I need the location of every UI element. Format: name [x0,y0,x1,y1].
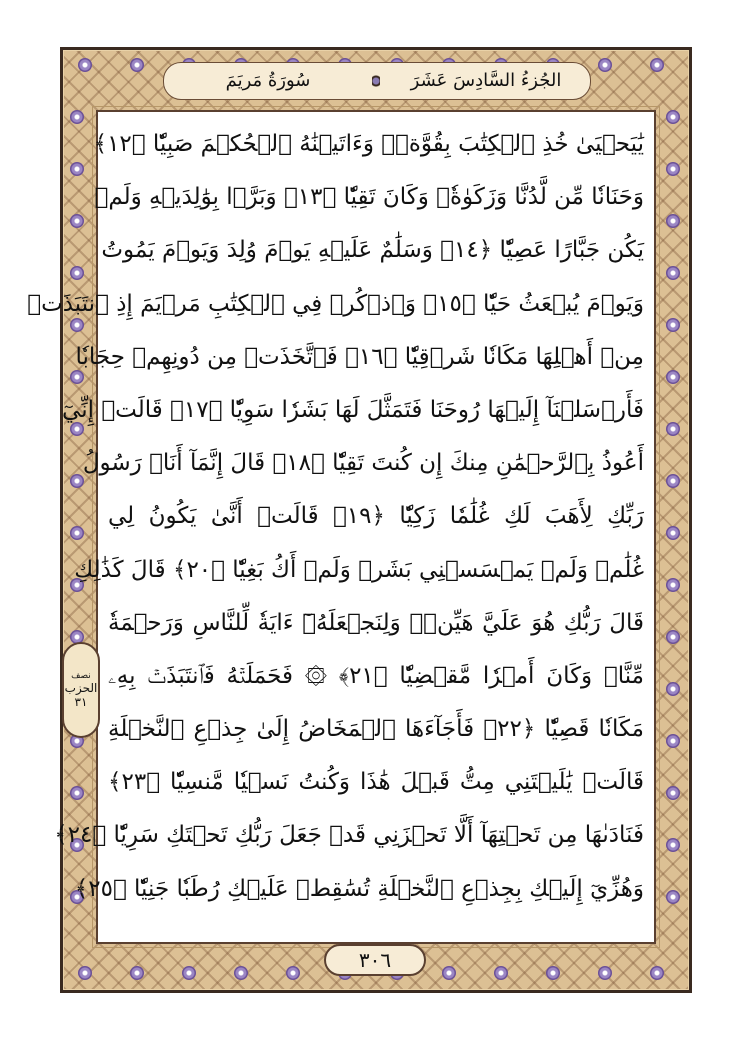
text-line: مَكَانٗا قَصِيّٗا ﴿٢٢﴾ فَأَجَآءَهَا ٱلۡمَخَاضُ إِلَىٰ جِذۡعِ ٱلنَّخۡلَةِ [108,716,644,743]
flower-ornament-icon [666,474,680,488]
flower-ornament-icon [70,526,84,540]
flower-ornament-icon [666,214,680,228]
flower-ornament-icon [494,966,508,980]
flower-ornament-icon [234,966,248,980]
header-divider-ornament [372,66,380,96]
hizb-label: الحزب [64,681,98,695]
hizb-half-label: نصف [71,671,91,681]
text-line: مِّنَّاۚ وَكَانَ أَمۡرٗا مَّقۡضِيّٗا ﴿٢١﴾ ۞ فَحَمَلَتۡهُ فَٱنتَبَذَتۡ بِهِۦ [108,662,644,689]
flower-ornament-icon [666,682,680,696]
flower-ornament-icon [70,786,84,800]
text-line: أَعُوذُ بِٱلرَّحۡمَٰنِ مِنكَ إِن كُنتَ تَقِيّٗا ﴿١٨﴾ قَالَ إِنَّمَآ أَنَا۠ رَسُولُ [82,450,644,477]
text-line: غُلَٰمٞ وَلَمۡ يَمۡسَسۡنِي بَشَرٞ وَلَمۡ أَكُ بَغِيّٗا ﴿٢٠﴾ قَالَ كَذَٰلِكِ [74,556,644,583]
flower-ornament-icon [650,58,664,72]
flower-ornament-icon [666,110,680,124]
flower-ornament-icon [70,214,84,228]
flower-ornament-icon [666,838,680,852]
text-line: وَهُزِّيٓ إِلَيۡكِ بِجِذۡعِ ٱلنَّخۡلَةِ تُسَٰقِطۡ عَلَيۡكِ رُطَبٗا جَنِيّٗا ﴿٢٥﴾ [74,875,644,902]
flower-ornament-icon [666,266,680,280]
text-line: قَالَ رَبُّكِ هُوَ عَلَيَّ هَيِّنٞۖ وَلِنَجۡعَلَهُۥٓ ءَايَةٗ لِّلنَّاسِ وَرَحۡمَةٗ [108,609,644,636]
flower-ornament-icon [666,370,680,384]
flower-ornament-icon [666,318,680,332]
flower-ornament-icon [598,58,612,72]
hizb-marker [62,642,100,738]
flower-ornament-icon [666,526,680,540]
text-line: رَبِّكِ لِأَهَبَ لَكِ غُلَٰمٗا زَكِيّٗا ﴿١٩﴾ قَالَتۡ أَنَّىٰ يَكُونُ لِي [108,503,644,530]
flower-ornament-icon [666,162,680,176]
flower-ornament-icon [666,890,680,904]
text-line: قَالَتۡ يَٰلَيۡتَنِي مِتُّ قَبۡلَ هَٰذَا وَكُنتُ نَسۡيٗا مَّنسِيّٗا ﴿٢٣﴾ [108,769,644,796]
flower-ornament-icon [666,578,680,592]
text-line: فَنَادَىٰهَا مِن تَحۡتِهَآ أَلَّا تَحۡزَنِي قَدۡ جَعَلَ رَبُّكِ تَحۡتَكِ سَرِيّٗا ﴿٢٤﴾ [54,822,644,849]
juz-title: الجُزءُ السَّادِسَ عَشَرَ [410,70,562,91]
flower-ornament-icon [666,422,680,436]
surah-title: سُورَةُ مَريَمَ [225,70,311,91]
flower-ornament-icon [130,966,144,980]
flower-ornament-icon [442,966,456,980]
flower-ornament-icon [666,734,680,748]
flower-ornament-icon [666,630,680,644]
text-line: فَأَرۡسَلۡنَآ إِلَيۡهَا رُوحَنَا فَتَمَثَّلَ لَهَا بَشَرٗا سَوِيّٗا ﴿١٧﴾ قَالَتۡ إِنِّيٓ [62,396,644,423]
text-line: يَٰيَحۡيَىٰ خُذِ ٱلۡكِتَٰبَ بِقُوَّةٖۖ وَءَاتَيۡنَٰهُ ٱلۡحُكۡمَ صَبِيّٗا ﴿١٢﴾ [93,131,644,157]
flower-ornament-icon [650,966,664,980]
flower-ornament-icon [70,474,84,488]
flower-ornament-icon [70,162,84,176]
flower-ornament-icon [130,58,144,72]
text-line: وَيَوۡمَ يُبۡعَثُ حَيّٗا ﴿١٥﴾ وَٱذۡكُرۡ فِي ٱلۡكِتَٰبِ مَرۡيَمَ إِذِ ٱنتَبَذَتۡ [27,290,644,317]
text-line: وَحَنَانٗا مِّن لَّدُنَّا وَزَكَوٰةٗۖ وَكَانَ تَقِيّٗا ﴿١٣﴾ وَبَرَّۢا بِوَٰلِدَيۡهِ وَلَمۡ [94,184,644,211]
text-line: مِنۡ أَهۡلِهَا مَكَانٗا شَرۡقِيّٗا ﴿١٦﴾ فَٱتَّخَذَتۡ مِن دُونِهِمۡ حِجَابٗا [75,343,644,370]
flower-ornament-icon [598,966,612,980]
flower-ornament-icon [546,966,560,980]
flower-ornament-icon [70,110,84,124]
flower-ornament-icon [666,786,680,800]
hizb-number: ٣١ [74,695,88,709]
flower-ornament-icon [78,966,92,980]
page-number: ٣٠٦ [324,944,426,976]
text-line: يَكُن جَبَّارًا عَصِيّٗا ﴿١٤﴾ وَسَلَٰمٌ عَلَيۡهِ يَوۡمَ وُلِدَ وَيَوۡمَ يَمُوتُ [101,237,644,264]
flower-ornament-icon [286,966,300,980]
flower-ornament-icon [182,966,196,980]
flower-ornament-icon [78,58,92,72]
